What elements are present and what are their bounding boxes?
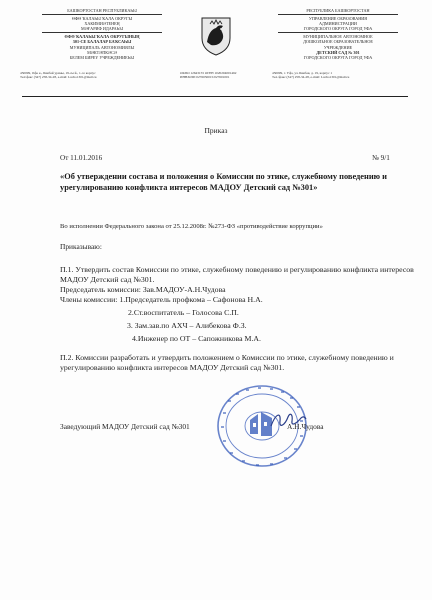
- letterhead-line: ГОРОДСКОГО ОКРУГА ГОРОД УФА: [303, 26, 373, 32]
- phone-text: Тел./факс (347) 258-34-28, e-mail: Lucho1301@mail.ru: [272, 75, 350, 80]
- letterhead-address-left: [20, 71, 96, 79]
- letterhead-line: ДОШКОЛЬНОЕ ОБРАЗОВАТЕЛЬНОЕ: [303, 39, 373, 45]
- document-date: От 11.01.2016: [60, 154, 103, 162]
- letterhead-line: ДЕТСКИЙ САД № 301: [316, 49, 360, 55]
- commission-chair: Председатель комиссии: Зав.МАДОУ-А.Н.Чудова: [60, 285, 226, 294]
- letterhead-line: ӨФӨ ҠАЛАҺЫ ҠАЛА ОКРУГЫ: [71, 16, 133, 22]
- legal-basis: Во исполнении Федерального закона от 25.12.2008г. №273-ФЗ «противодействие коррупции»: [60, 223, 323, 230]
- address-text: 450099, Өфө к., Бикбай урамы, 19-сы й., 1-се корпус: [20, 71, 96, 75]
- letterhead-line: РЕСПУБЛИКА БАШКОРТОСТАН: [306, 8, 370, 13]
- document-title: Приказ: [204, 126, 228, 135]
- letterhead-line: ГОРОДСКОГО ОКРУГА ГОРОД УФА: [303, 54, 373, 60]
- letterhead-rule: [42, 14, 162, 15]
- phone-text: Тел/факс (347) 258-34-28, e-mail: Lucho1301@mail.ru: [20, 75, 97, 80]
- letterhead-line: БЕЛЕМ БИРЕҮ УЧРЕЖДЕНИЕҺЫ: [69, 54, 135, 60]
- letterhead-address-right: [272, 71, 349, 79]
- letterhead-rule: [278, 14, 398, 15]
- letterhead-left: [26, 8, 178, 60]
- letterhead-rule: [42, 32, 162, 33]
- letterhead-right: [262, 8, 414, 60]
- signatory-position: Заведующий МАДОУ Детский сад №301: [60, 422, 190, 431]
- letterhead-divider: [22, 96, 408, 97]
- letterhead-line: МУНИЦИПАЛЬ АВТОНОМИЯЛЫ: [69, 44, 135, 50]
- letterhead-codes: [180, 71, 237, 79]
- coat-of-arms-icon: [199, 16, 233, 56]
- paragraph-2: П.2. Комиссии разработать и утвердить положением о Комиссии по этике, служебному поведению и урегулированию конфликта интересов МАДОУ Детский сад №301.: [60, 353, 394, 372]
- paragraph-1: П.1. Утвердить состав Комиссии по этике, служебному поведению и регулированию конфликта интересов МАДОУ Детский сад №301.: [60, 265, 414, 284]
- letterhead-line: АДМИНИСТРАЦИИ: [319, 21, 357, 27]
- signatory-name: А.Н.Чудова: [287, 422, 324, 431]
- document-subject: «Об утверждении состава и положения о Комиссии по этике, служебному поведению и урегулированию конфликта интересов МАДОУ Детский сад №301»: [60, 172, 387, 192]
- commission-member: 2.Ст.воспитатель – Голосова С.П.: [128, 308, 239, 317]
- document-number: № 9/1: [372, 154, 390, 162]
- letterhead-line: МУНИЦИПАЛЬНОЕ АВТОНОМНОЕ: [303, 34, 373, 40]
- commission-member: 3. Зам.зав.по АХЧ – Алибекова Ф.З.: [127, 321, 247, 330]
- letterhead-line: МӘҒАРИФ ИДАРАҺЫ: [81, 26, 123, 32]
- letterhead-line: ХАКИМИӘТЕНЕҢ: [84, 21, 120, 27]
- letterhead-line: БАШКОРТОСТАН РЕСПУБЛИКАҺЫ: [67, 8, 137, 13]
- okpo-text: ОКПО 12643155 ОГРН 1020204001462: [180, 71, 237, 75]
- letterhead-line: УЧРЕЖДЕНИЕ: [323, 44, 353, 50]
- order-heading: Приказываю:: [60, 242, 102, 251]
- letterhead-line: ӨФӨ ҠАЛАҺЫ ҠАЛА ОКРУГЫНЫҢ: [64, 34, 140, 40]
- address-text: 450099, г. Уфа, ул. Бикбая, д. 19, корпус 1: [272, 71, 333, 75]
- letterhead-rule: [278, 32, 398, 33]
- letterhead-line: УПРАВЛЕНИЕ ОБРАЗОВАНИЯ: [308, 16, 368, 22]
- commission-member: 4.Инженер по ОТ – Сапожникова М.А.: [132, 334, 261, 343]
- letterhead-line: МӘКТӘПКӘСӘ: [87, 49, 117, 55]
- commission-member: Члены комиссии: 1.Председатель профкома – Сафонова Н.А.: [60, 295, 263, 304]
- inn-text: ИНН/КПП 0276030015/027601001: [180, 75, 230, 80]
- letterhead-line: 301-СЕ БАЛАЛАР БАҠСАҺЫ: [72, 39, 132, 45]
